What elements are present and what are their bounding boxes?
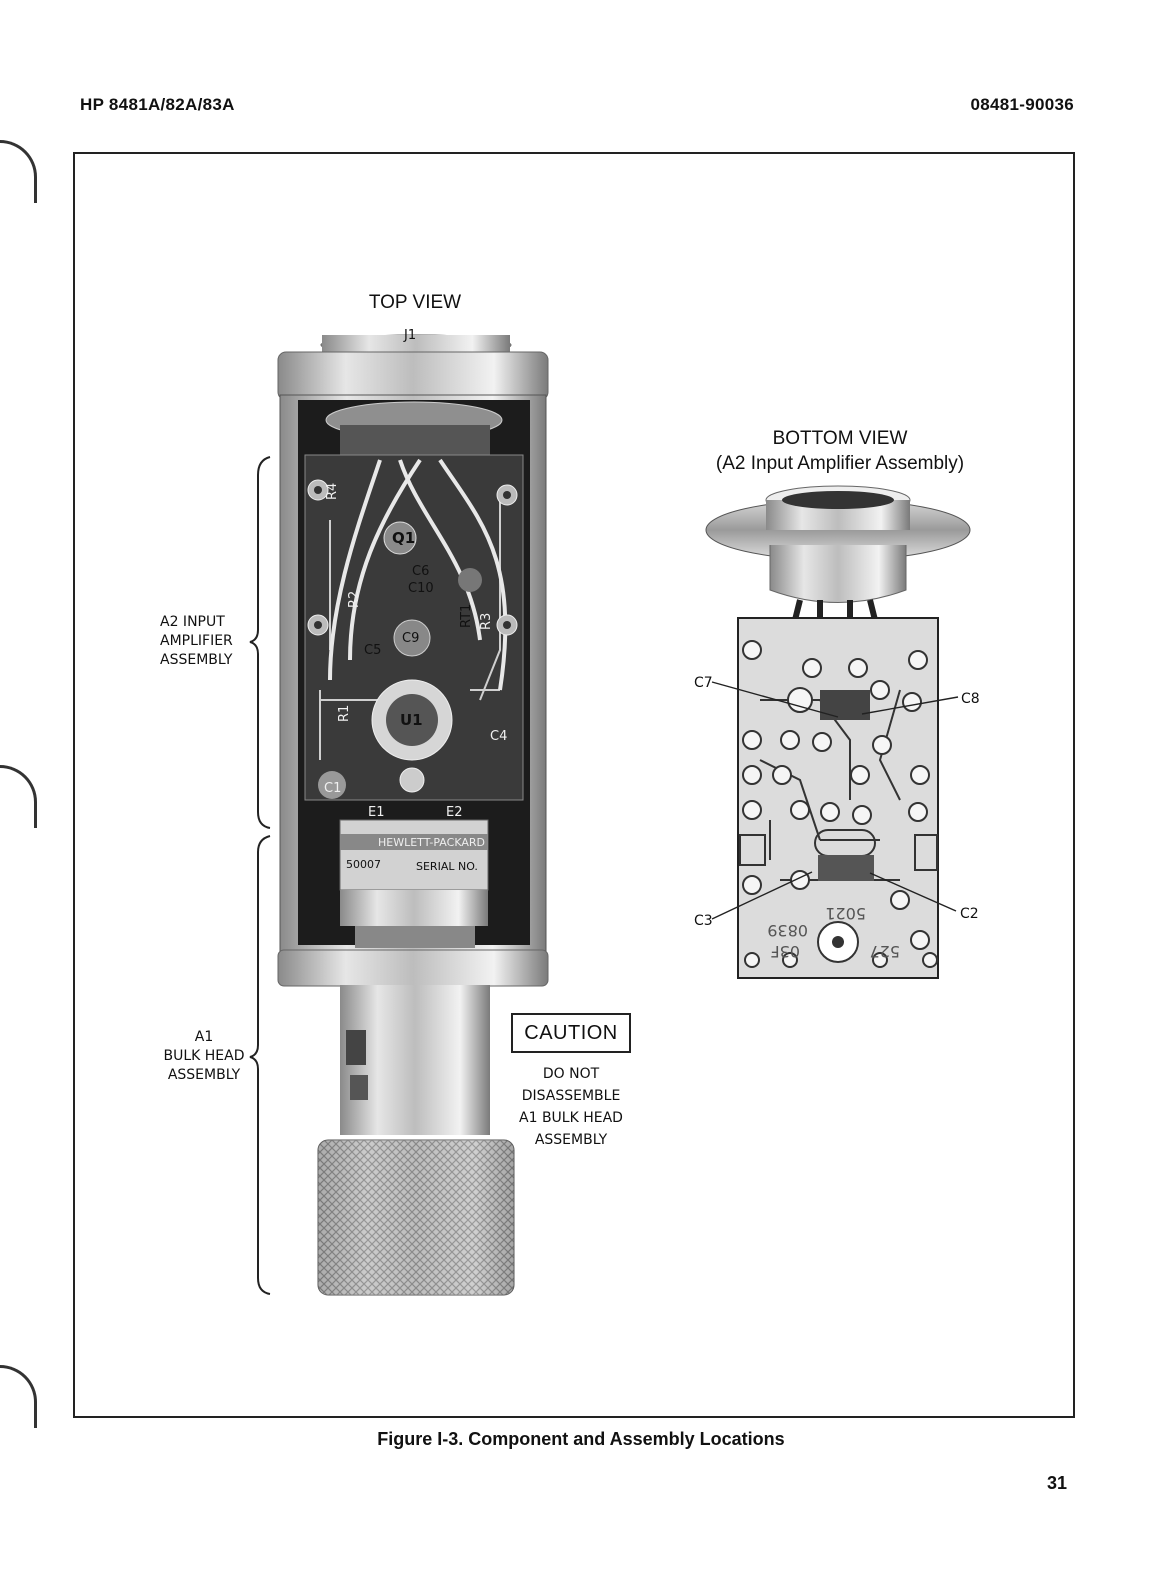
a2-label-line: AMPLIFIER: [160, 633, 233, 649]
board-marking: 5021: [825, 904, 866, 923]
component-label: R2: [347, 590, 362, 608]
a1-label-line: A1: [194, 1029, 214, 1045]
component-label: C5: [364, 643, 382, 658]
board-marking: 0839: [767, 921, 808, 940]
component-label: Q1: [392, 529, 416, 547]
figure-caption: Figure I-3. Component and Assembly Locations: [377, 1429, 785, 1449]
a1-label-line: BULK HEAD: [163, 1048, 245, 1064]
caution-line: ASSEMBLY: [534, 1132, 608, 1148]
component-label: C4: [490, 729, 508, 744]
bottom-view-subtitle: (A2 Input Amplifier Assembly): [715, 453, 965, 474]
board-marking: 03F: [770, 942, 800, 961]
callout-c2: C2: [960, 906, 979, 922]
caution-line: A1 BULK HEAD: [519, 1110, 623, 1126]
component-label: C10: [408, 581, 434, 596]
component-label: E2: [446, 805, 463, 820]
nameplate-text: HEWLETT-PACKARD: [378, 836, 485, 849]
caution-text: [496, 1063, 646, 1151]
component-label: C6: [412, 564, 430, 579]
component-label: R1: [337, 704, 352, 722]
board-marking: 527: [869, 942, 900, 961]
callout-c3: C3: [694, 913, 713, 929]
component-label: J1: [404, 328, 417, 343]
a2-label-line: ASSEMBLY: [160, 652, 233, 668]
a2-label-line: A2 INPUT: [160, 614, 225, 630]
component-label: C9: [402, 631, 420, 646]
a1-label-line: ASSEMBLY: [167, 1067, 241, 1083]
header-model: HP 8481A/82A/83A: [80, 95, 235, 114]
component-label: E1: [368, 805, 385, 820]
a2-bracket: [250, 457, 270, 828]
callout-c7: C7: [694, 675, 713, 691]
header-doc-number: 08481-90036: [970, 95, 1074, 114]
a1-bracket: [250, 836, 270, 1294]
component-label: RT1: [459, 603, 474, 628]
component-label: U1: [400, 711, 423, 729]
bottom-view-title: BOTTOM VIEW: [772, 428, 908, 449]
top-view-photo: [278, 335, 548, 1295]
top-view-title: TOP VIEW: [368, 292, 462, 313]
caution-line: DISASSEMBLE: [521, 1088, 621, 1104]
page-number: 31: [1046, 1473, 1067, 1493]
component-label: R3: [479, 612, 494, 630]
component-label: R4: [325, 482, 340, 500]
component-label: C1: [324, 781, 342, 796]
caution-box: CAUTION: [511, 1013, 631, 1053]
nameplate-text: SERIAL NO.: [416, 860, 478, 873]
caution-line: DO NOT: [542, 1066, 600, 1082]
callout-c8: C8: [961, 691, 980, 707]
nameplate-text: 50007: [346, 858, 381, 871]
